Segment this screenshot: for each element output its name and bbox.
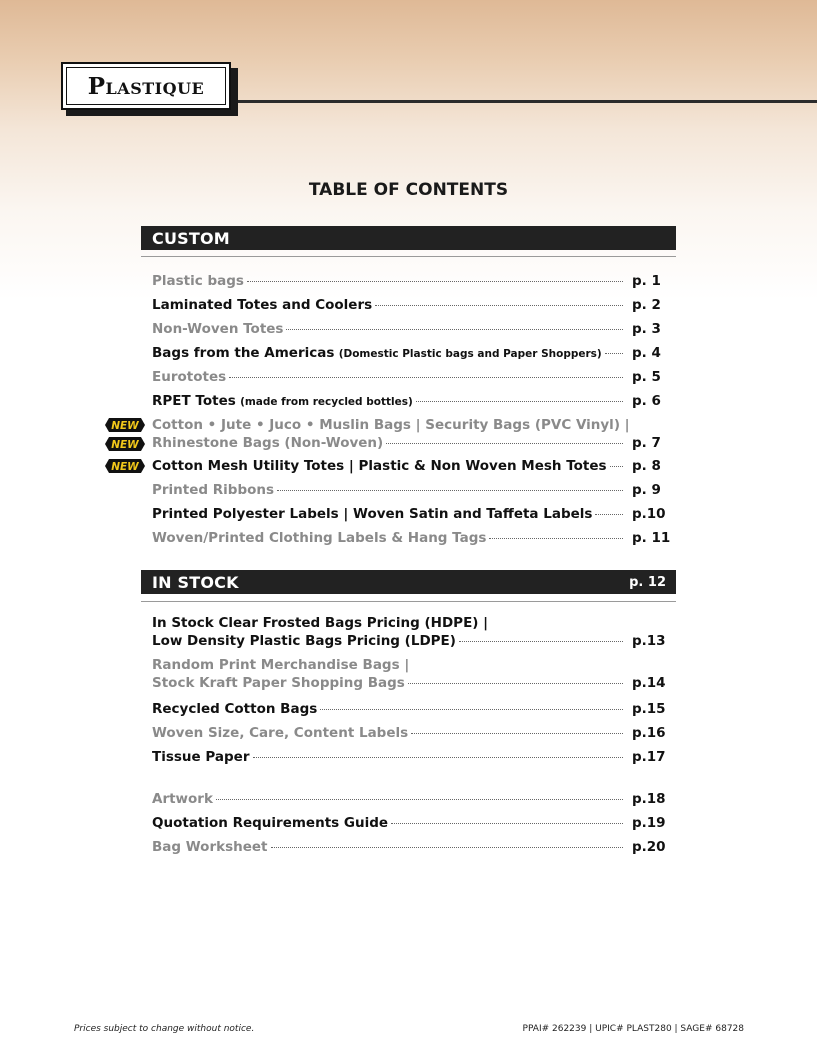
entry-page: p.18 (632, 791, 666, 807)
toc-entry-bag-worksheet[interactable] (152, 838, 666, 856)
leader-dots (416, 400, 623, 402)
leader-dots (391, 822, 623, 824)
toc-entry-cotton-mesh[interactable] (152, 457, 666, 475)
entry-label: Artwork (152, 791, 213, 807)
entry-label: Printed Ribbons (152, 482, 275, 498)
entry-label: Bags from the Americas (152, 345, 335, 361)
entry-label: Rhinestone Bags (Non-Woven) (152, 435, 384, 451)
entry-page: p.20 (632, 839, 666, 855)
toc-entry-polyester-labels[interactable] (152, 505, 666, 523)
section-title: IN STOCK (152, 572, 239, 592)
leader-dots (408, 682, 623, 684)
entry-page: p. 3 (632, 321, 661, 337)
page-title: TABLE OF CONTENTS (308, 180, 509, 200)
entry-label-line1: Cotton • Jute • Juco • Muslin Bags | Security Bags (PVC Vinyl) | (152, 417, 630, 433)
header-rule (238, 100, 817, 103)
entry-page: p.14 (632, 675, 666, 691)
entry-page: p.10 (632, 506, 666, 522)
entry-note: (made from recycled bottles) (240, 396, 413, 408)
toc-entry-frosted-bags[interactable] (152, 614, 666, 650)
entry-label: Cotton Mesh Utility Totes | Plastic & Non Woven Mesh Totes (152, 458, 607, 474)
entry-label: Stock Kraft Paper Shopping Bags (152, 675, 405, 691)
leader-dots (610, 465, 623, 467)
entry-page: p. 8 (632, 458, 661, 474)
entry-label-line1: Random Print Merchandise Bags | (152, 657, 410, 673)
entry-label: Eurototes (152, 369, 227, 385)
toc-entry-laminated-totes[interactable] (152, 296, 666, 314)
leader-dots (253, 756, 624, 758)
toc-entry-rpet[interactable] (152, 392, 666, 411)
toc-entry-clothing-labels[interactable] (152, 529, 671, 547)
toc-entry-random-print[interactable] (152, 656, 666, 692)
new-badge (104, 436, 146, 452)
section-divider (141, 601, 676, 602)
leader-dots (216, 798, 623, 800)
toc-entry-cotton-jute[interactable] (152, 416, 666, 452)
entry-label: Non-Woven Totes (152, 321, 284, 337)
entry-label: Printed Polyester Labels | Woven Satin and Taffeta Labels (152, 506, 593, 522)
toc-entry-americas[interactable] (152, 344, 666, 363)
toc-entry-printed-ribbons[interactable] (152, 481, 666, 499)
entry-page: p. 6 (632, 393, 661, 409)
plastique-logo (61, 62, 231, 110)
toc-entry-non-woven[interactable] (152, 320, 666, 338)
toc-entry-quotation-guide[interactable] (152, 814, 666, 832)
leader-dots (386, 442, 623, 444)
leader-dots (277, 489, 623, 491)
svg-text:NEW: NEW (111, 439, 139, 451)
leader-dots (489, 537, 623, 539)
entry-label: Woven Size, Care, Content Labels (152, 725, 409, 741)
toc-entry-plastic-bags[interactable] (152, 272, 666, 290)
leader-dots (271, 846, 624, 848)
entry-label: RPET Totes (152, 393, 236, 409)
section-header-in-stock (141, 570, 676, 594)
entry-page: p. 7 (632, 435, 661, 451)
svg-text:NEW: NEW (111, 461, 139, 473)
toc-entry-woven-size[interactable] (152, 724, 666, 742)
footer-ids: PPAI# 262239 | UPIC# PLAST280 | SAGE# 68728 (522, 1024, 744, 1034)
new-badge (104, 417, 146, 433)
leader-dots (605, 352, 623, 354)
leader-dots (229, 376, 623, 378)
toc-entry-eurototes[interactable] (152, 368, 666, 386)
logo-text: Plastique (66, 67, 226, 105)
entry-label: Bag Worksheet (152, 839, 268, 855)
section-header-custom (141, 226, 676, 250)
entry-page: p.17 (632, 749, 666, 765)
entry-page: p. 9 (632, 482, 661, 498)
svg-text:NEW: NEW (111, 420, 139, 432)
new-badge (104, 458, 146, 474)
toc-entry-recycled-cotton[interactable] (152, 700, 666, 718)
leader-dots (247, 280, 623, 282)
entry-page: p. 4 (632, 345, 661, 361)
entry-page: p. 11 (632, 530, 671, 546)
entry-label: Low Density Plastic Bags Pricing (LDPE) (152, 633, 456, 649)
leader-dots (595, 513, 623, 515)
section-divider (141, 256, 676, 257)
entry-page: p.15 (632, 701, 666, 717)
entry-page: p. 1 (632, 273, 661, 289)
entry-label: Plastic bags (152, 273, 244, 289)
entry-label: Recycled Cotton Bags (152, 701, 318, 717)
leader-dots (320, 708, 623, 710)
entry-page: p.19 (632, 815, 666, 831)
toc-entry-tissue-paper[interactable] (152, 748, 666, 766)
entry-label-line1: In Stock Clear Frosted Bags Pricing (HDPE) | (152, 615, 489, 631)
entry-label: Quotation Requirements Guide (152, 815, 389, 831)
leader-dots (459, 640, 623, 642)
section-title: CUSTOM (152, 228, 230, 248)
leader-dots (375, 304, 623, 306)
leader-dots (286, 328, 623, 330)
entry-page: p. 2 (632, 297, 661, 313)
entry-label: Tissue Paper (152, 749, 250, 765)
entry-page: p. 5 (632, 369, 661, 385)
entry-note: (Domestic Plastic bags and Paper Shoppers) (338, 348, 602, 360)
entry-page: p.13 (632, 633, 666, 649)
entry-label: Laminated Totes and Coolers (152, 297, 373, 313)
entry-label: Woven/Printed Clothing Labels & Hang Tags (152, 530, 487, 546)
section-page: p. 12 (629, 574, 666, 590)
footer-disclaimer: Prices subject to change without notice. (74, 1024, 255, 1034)
entry-page: p.16 (632, 725, 666, 741)
leader-dots (411, 732, 623, 734)
toc-entry-artwork[interactable] (152, 790, 666, 808)
